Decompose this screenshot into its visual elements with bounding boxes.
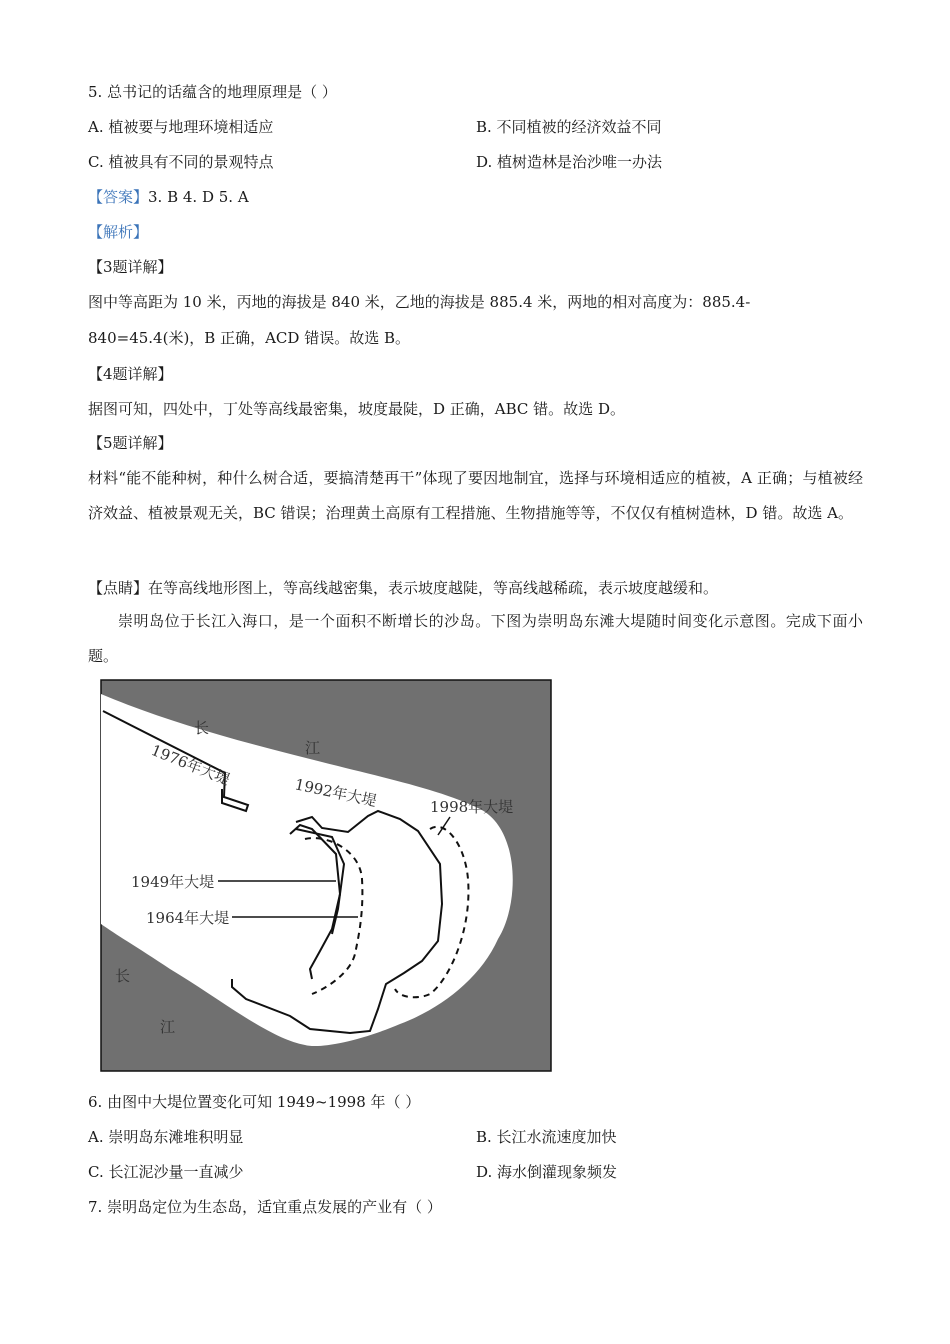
label-chang-top: 长 <box>194 719 210 737</box>
q5-option-a: A. 植被要与地理环境相适应 <box>88 118 274 136</box>
q5-option-d: D. 植树造林是治沙唯一办法 <box>476 153 663 171</box>
q5-option-c: C. 植被具有不同的景观特点 <box>88 153 274 171</box>
intro-paragraph: 崇明岛位于长江入海口，是一个面积不断增长的沙岛。下图为崇明岛东滩大堤随时间变化示意图。完成下面小题。 <box>88 612 863 665</box>
q4-detail-text: 据图可知，四处中，丁处等高线最密集，坡度最陡，D 正确，ABC 错。故选 D。 <box>88 400 625 418</box>
label-jiang-bottom: 江 <box>160 1018 176 1036</box>
label-dike-1992: 1992年大堤 <box>293 775 379 811</box>
q5-option-b: B. 不同植被的经济效益不同 <box>476 118 662 136</box>
tip-tag: 【点睛】 <box>88 579 149 597</box>
q7-stem: 7. 崇明岛定位为生态岛，适宜重点发展的产业有（ ） <box>88 1198 442 1216</box>
q6-option-a: A. 崇明岛东滩堆积明显 <box>88 1128 244 1146</box>
analysis-tag: 【解析】 <box>88 223 149 241</box>
answer-tag: 【答案】 <box>88 188 149 206</box>
label-jiang-top: 江 <box>305 739 321 757</box>
label-dike-1949: 1949年大堤 <box>131 873 215 891</box>
q3-detail-line1: 图中等高距为 10 米，丙地的海拔是 840 米，乙地的海拔是 885.4 米，两地的相对高度为：885.4- <box>88 293 751 311</box>
q3-detail-title: 【3题详解】 <box>88 258 173 276</box>
q6-option-c: C. 长江泥沙量一直减少 <box>88 1163 244 1181</box>
q3-detail-line2: 840=45.4(米)，B 正确，ACD 错误。故选 B。 <box>88 329 410 347</box>
answer-line <box>88 187 249 207</box>
q6-option-b: B. 长江水流速度加快 <box>476 1128 617 1146</box>
answer-text: 3. B 4. D 5. A <box>148 188 249 206</box>
q6-stem: 6. 由图中大堤位置变化可知 1949~1998 年（ ） <box>88 1093 421 1111</box>
q6-option-d: D. 海水倒灌现象频发 <box>476 1163 618 1181</box>
tip-line <box>88 578 718 598</box>
chongming-dike-map <box>100 679 552 1072</box>
q4-detail-title: 【4题详解】 <box>88 365 173 383</box>
q5-detail-title: 【5题详解】 <box>88 434 173 452</box>
label-dike-1964: 1964年大堤 <box>146 909 230 927</box>
label-dike-1976: 1976年大堤 <box>148 741 233 789</box>
label-dike-1998: 1998年大堤 <box>430 798 514 816</box>
q5-detail-text: 材料“能不能种树，种什么树合适，要搞清楚再干”体现了要因地制宜，选择与环境相适应的植被，A 正确；与植被经济效益、植被景观无关，BC 错误；治理黄土高原有工程措施、生物措施等等，不仅仅有植树造林，D 错。故选 A。 <box>88 469 863 522</box>
q5-stem: 5. 总书记的话蕴含的地理原理是（ ） <box>88 83 337 101</box>
tip-text: 在等高线地形图上，等高线越密集，表示坡度越陡，等高线越稀疏，表示坡度越缓和。 <box>148 579 719 597</box>
label-chang-bottom: 长 <box>115 967 131 985</box>
